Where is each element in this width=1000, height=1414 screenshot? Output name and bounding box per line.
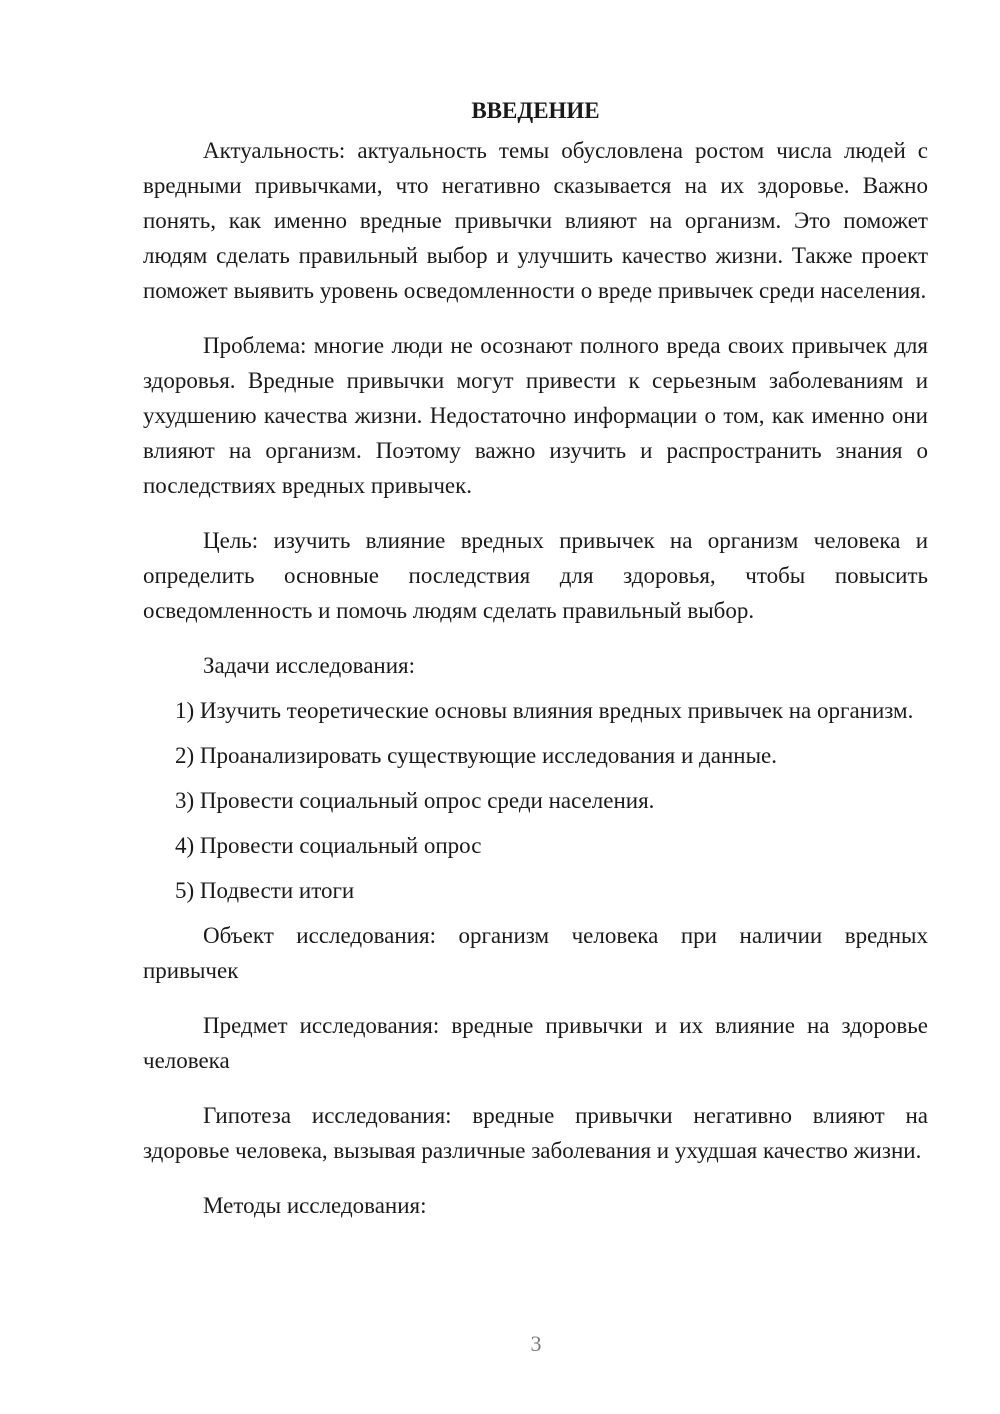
goal-paragraph: Цель: изучить влияние вредных привычек на организм человека и определить основные последствия для здоровья, чтобы повысить осведомленность и помочь людям сделать правильный выбор.: [143, 528, 928, 623]
object-paragraph: Объект исследования: организм человека при наличии вредных привычек: [143, 923, 928, 983]
page-title: ВВЕДЕНИЕ: [471, 98, 600, 123]
list-item: 2) Проанализировать существующие исследования и данные.: [175, 743, 777, 768]
tasks-heading: Задачи исследования:: [203, 653, 416, 678]
list-item: 5) Подвести итоги: [175, 878, 355, 903]
list-item: 3) Провести социальный опрос среди населения.: [175, 788, 655, 813]
relevance-paragraph: Актуальность: актуальность темы обусловлена ростом числа людей с вредными привычками, что негативно сказывается на их здоровье. Важно понять, как именно вредные привычки влияют на организм. Это поможет людям сделать правильный выбор и улучшить качество жизни. Также проект поможет выявить уровень осведомленности о вреде привычек среди населения.: [143, 138, 928, 303]
problem-paragraph: Проблема: многие люди не осознают полного вреда своих привычек для здоровья. Вредные привычки могут привести к серьезным заболеваниям и ухудшению качества жизни. Недостаточно информации о том, как именно они влияют на организм. Поэтому важно изучить и распространить знания о последствиях вредных привычек.: [143, 333, 928, 498]
hypothesis-paragraph: Гипотеза исследования: вредные привычки негативно влияют на здоровье человека, вызывая различные заболевания и ухудшая качество жизни.: [143, 1103, 928, 1163]
list-item: 4) Провести социальный опрос: [175, 833, 482, 858]
methods-heading: Методы исследования:: [203, 1193, 427, 1218]
list-item: 1) Изучить теоретические основы влияния вредных привычек на организм.: [175, 698, 914, 723]
subject-paragraph: Предмет исследования: вредные привычки и их влияние на здоровье человека: [143, 1013, 928, 1073]
page-content: [143, 93, 928, 1243]
tasks-list: [143, 693, 928, 908]
page-number: 3: [530, 1331, 542, 1356]
